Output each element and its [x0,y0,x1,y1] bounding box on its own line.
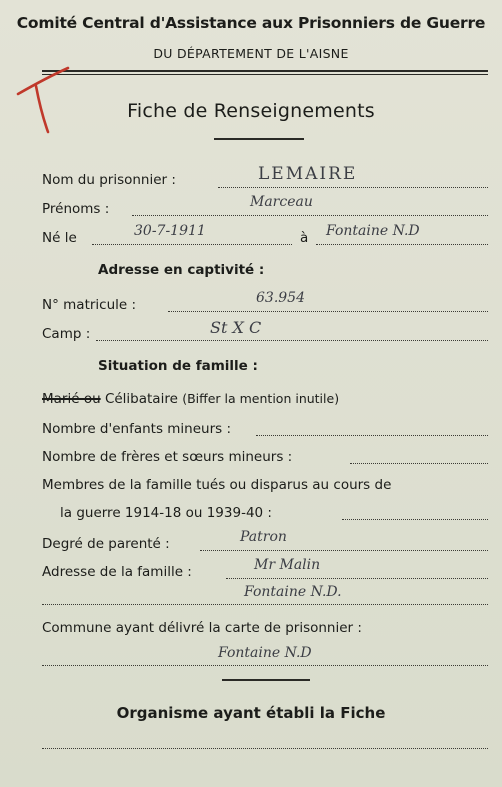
nom-value: LEMAIRE [258,164,358,184]
title-underline [214,138,304,140]
form-title: Fiche de Renseignements [127,100,375,122]
prenoms-value: Marceau [250,194,313,210]
camp-dotted-line [96,340,488,341]
section-divider [222,679,310,681]
department-header: DU DÉPARTEMENT DE L'AISNE [153,46,349,61]
lieu-dotted-line [316,244,488,245]
prenoms-label: Prénoms : [42,201,110,217]
commune-value: Fontaine N.D [218,645,312,661]
organisme-label: Organisme ayant établi la Fiche [116,704,386,722]
enfants-label: Nombre d'enfants mineurs : [42,421,232,437]
adresse-famille-value-1: Mr Malin [254,557,321,573]
freres-label: Nombre de frères et sœurs mineurs : [42,449,293,465]
adresse-famille-dotted-line-1 [226,578,488,579]
situation-famille-label: Situation de famille : [98,358,258,374]
biffer-note: (Biffer la mention inutile) [182,391,340,406]
ne-le-dotted-line [92,244,292,245]
degre-parente-value: Patron [240,529,287,545]
adresse-famille-dotted-line-2 [42,604,488,605]
committee-header: Comité Central d'Assistance aux Prisonniers de Guerre [16,14,486,32]
commune-label: Commune ayant délivré la carte de prisonnier : [42,620,362,636]
lieu-label: à [300,230,309,246]
membres-label-line1: Membres de la famille tués ou disparus au cours de [42,477,392,493]
adresse-famille-value-2: Fontaine N.D. [244,584,342,600]
ne-le-label: Né le [42,230,77,246]
organisme-dotted-line [42,748,488,749]
membres-label-line2: la guerre 1914-18 ou 1939-40 : [60,505,272,521]
header-rule-thin [42,74,488,75]
prenoms-dotted-line [132,215,488,216]
nom-label: Nom du prisonnier : [42,172,176,188]
matricule-value: 63.954 [256,290,305,306]
camp-value: St X C [210,318,262,337]
statut-marital-row [42,391,339,407]
nom-dotted-line [218,187,488,188]
header-rule-thick [42,70,488,72]
membres-dotted-line [342,519,488,520]
matricule-label: N° matricule : [42,297,137,313]
ne-le-value: 30-7-1911 [134,223,206,239]
lieu-value: Fontaine N.D [326,223,420,239]
celibataire-option: Célibataire [104,391,178,407]
degre-parente-dotted-line [200,550,488,551]
degre-parente-label: Degré de parenté : [42,536,170,552]
enfants-dotted-line [256,435,488,436]
adresse-famille-label: Adresse de la famille : [42,564,192,580]
camp-label: Camp : [42,326,91,342]
marie-option-struck: Marié ou [42,391,101,407]
adresse-captivite-label: Adresse en captivité : [98,262,265,278]
freres-dotted-line [350,463,488,464]
matricule-dotted-line [168,311,488,312]
commune-dotted-line [42,665,488,666]
